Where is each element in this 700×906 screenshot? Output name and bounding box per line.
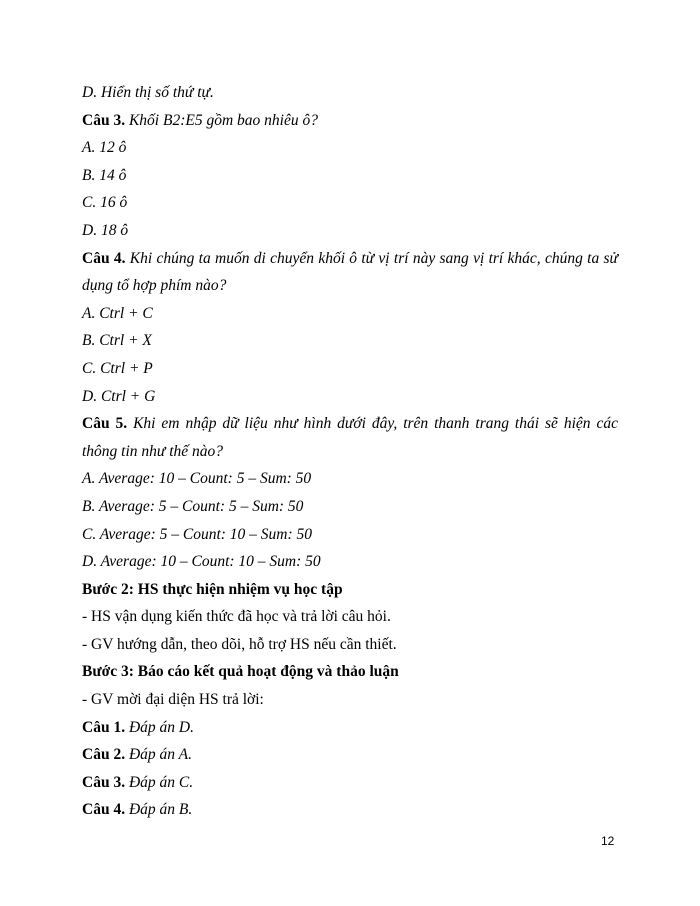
answer-2 (82, 741, 618, 769)
step-3-heading-text: Bước 3: Báo cáo kết quả hoạt động và thảo luận (82, 663, 399, 681)
answer-4-text: Đáp án B. (125, 801, 193, 819)
q5-option-a: A. Average: 10 – Count: 5 – Sum: 50 (82, 470, 312, 488)
q5-option-d: D. Average: 10 – Count: 10 – Sum: 50 (82, 553, 321, 571)
q3-option-b: B. 14 ô (82, 166, 127, 184)
q4-option-d: D. Ctrl + G (82, 387, 156, 405)
step-2-heading-text: Bước 2: HS thực hiện nhiệm vụ học tập (82, 580, 343, 598)
q2-option-d: D. Hiển thị số thứ tự. (82, 84, 214, 101)
step-3-intro: - GV mời đại diện HS trả lời: (82, 691, 264, 709)
q4-option-b: B. Ctrl + X (82, 332, 152, 350)
q4-option-c: C. Ctrl + P (82, 359, 153, 377)
step-3-heading (82, 658, 618, 686)
question-3-label: Câu 3. (82, 111, 126, 129)
question-3-text: Khối B2:E5 gồm bao nhiêu ô? (125, 111, 318, 129)
q5-option-c: C. Average: 5 – Count: 10 – Sum: 50 (82, 525, 313, 543)
answer-3-text: Đáp án C. (125, 773, 194, 791)
answer-4 (82, 796, 618, 824)
answer-3 (82, 769, 618, 797)
answer-2-text: Đáp án A. (125, 746, 192, 764)
answer-1 (82, 714, 618, 742)
answer-1-label: Câu 1. (82, 718, 126, 736)
question-4-label: Câu 4. (82, 249, 126, 267)
answer-4-label: Câu 4. (82, 801, 126, 819)
answer-2-label: Câu 2. (82, 746, 126, 764)
q4-option-a: A. Ctrl + C (82, 304, 153, 322)
q3-option-c: C. 16 ô (82, 194, 128, 212)
question-3 (82, 107, 618, 135)
question-5-text: Khi em nhập dữ liệu như hình dưới đây, trên thanh trang thái sẽ hiện các thông tin như thế nào? (82, 415, 618, 460)
q5-option-b: B. Average: 5 – Count: 5 – Sum: 50 (82, 497, 304, 515)
question-4 (82, 245, 618, 300)
question-4-text: Khi chúng ta muốn di chuyển khối ô từ vị trí này sang vị trí khác, chúng ta sử dụng tổ hợp phím nào? (82, 249, 618, 295)
question-5-label: Câu 5. (82, 415, 128, 433)
question-5 (82, 410, 618, 465)
document-page (82, 79, 618, 824)
answer-3-label: Câu 3. (82, 773, 126, 791)
q3-option-d: D. 18 ô (82, 221, 129, 239)
step-2-heading (82, 576, 618, 604)
page-number: 12 (601, 834, 615, 848)
step-2-line-1: - HS vận dụng kiến thức đã học và trả lời câu hỏi. (82, 608, 391, 626)
answer-1-text: Đáp án D. (125, 718, 194, 736)
q3-option-a: A. 12 ô (82, 139, 127, 157)
step-2-line-2: - GV hướng dẫn, theo dõi, hỗ trợ HS nếu cần thiết. (82, 635, 397, 653)
